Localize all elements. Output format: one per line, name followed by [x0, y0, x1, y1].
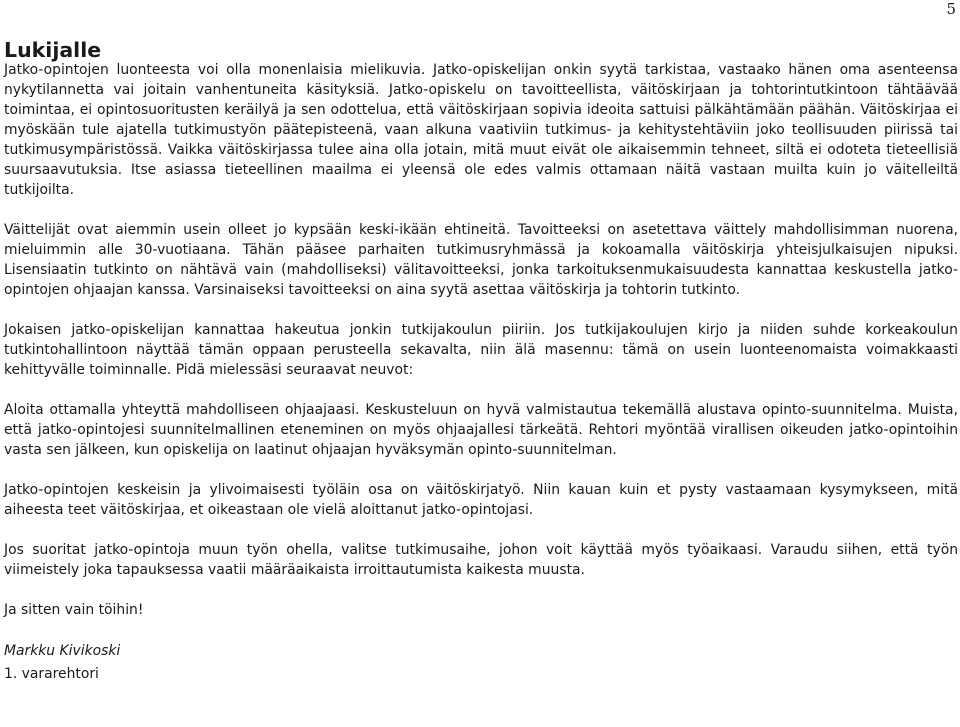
- page-title: Lukijalle: [4, 38, 102, 62]
- paragraph-4: Aloita ottamalla yhteyttä mahdolliseen ohjaajaasi. Keskusteluun on hyvä valmistautua tekemällä alustava opinto-suunnitelma. Muista, että jatko-opintojesi suunnitelmallinen eteneminen on myös ohjaajallesi tärkeätä. Rehtori myöntää virallisen oikeuden jatko-opintoihin vasta sen jälkeen, kun opiskelija on laatinut ohjaajan hyväksymän opinto-suunnitelman.: [4, 402, 958, 458]
- signature-title: 1. vararehtori: [4, 666, 99, 682]
- body-text: [4, 60, 958, 686]
- paragraph-5: Jatko-opintojen keskeisin ja ylivoimaisesti työläin osa on väitöskirjatyö. Niin kauan kuin et pysty vastaamaan kysymykseen, mitä aiheesta teet väitöskirjaa, et oikeastaan ole vielä aloittanut jatko-opintojasi.: [4, 482, 958, 518]
- paragraph-7: Ja sitten vain töihin!: [4, 602, 144, 618]
- page-number: 5: [946, 0, 956, 18]
- paragraph-3: Jokaisen jatko-opiskelijan kannattaa hakeutua jonkin tutkijakoulun piiriin. Jos tutkijakoulujen kirjo ja niiden suhde korkeakoulun tutkintohallintoon näyttää tämän oppaan perusteella sekavalta, niin älä masennu: tämä on usein luonteenomaista voimakkaasti kehittyvälle toiminnalle. Pidä mielessäsi seuraavat neuvot:: [4, 322, 958, 378]
- paragraph-2: Väittelijät ovat aiemmin usein olleet jo kypsään keski-ikään ehtineitä. Tavoitteeksi on asetettava väittely mahdollisimman nuorena, mieluimmin alle 30-vuotiaana. Tähän pääsee parhaiten tutkimusryhmässä ja kokoamalla väitöskirja yhteisjulkaisujen nipuksi. Lisensiaatin tutkinto on nähtävä vain (mahdolliseksi) välitavoitteeksi, jonka tarkoituksenmukaisuudesta kannattaa keskustella jatko-opintojen ohjaajan kanssa. Varsinaiseksi tavoitteeksi on aina syytä asettaa väitöskirja ja tohtorin tutkinto.: [4, 222, 958, 298]
- signature-block: [4, 640, 958, 686]
- paragraph-6: Jos suoritat jatko-opintoja muun työn ohella, valitse tutkimusaihe, johon voit käyttää myös työaikaasi. Varaudu siihen, että työn viimeistely joka tapauksessa vaatii määräaikaista irroittautumista kaikesta muusta.: [4, 542, 958, 578]
- paragraph-1: Jatko-opintojen luonteesta voi olla monenlaisia mielikuvia. Jatko-opiskelijan onkin syytä tarkistaa, vastaako hänen oma asenteensa nykytilannetta vai joitain vanhentuneita käsityksiä. Jatko-opiskelu on tavoitteellista, väitöskirjaan ja tohtorintutkintoon tähtäävää toimintaa, ei opintosuoritusten keräilyä ja sen odottelua, että väitöskirjaan sopivia ideoita sattuisi pälkähtämään päähän. Väitöskirjaa ei myöskään tule ajatella tutkimustyön päätepisteenä, vaan alkuna vaativiin tutkimus- ja kehitystehtäviin joko teollisuuden piirissä tai tutkimusympäristössä. Vaikka väitöskirjassa tulee aina olla jotain, mitä muut eivät ole aikaisemmin tehneet, siltä ei odoteta tieteellisiä suursaavutuksia. Itse asiassa tieteellinen maailma ei yleensä ole edes valmis ottamaan näitä vastaan muilta kuin jo väitelleiltä tutkijoilta.: [4, 62, 958, 198]
- signature-name: Markku Kivikoski: [4, 643, 121, 659]
